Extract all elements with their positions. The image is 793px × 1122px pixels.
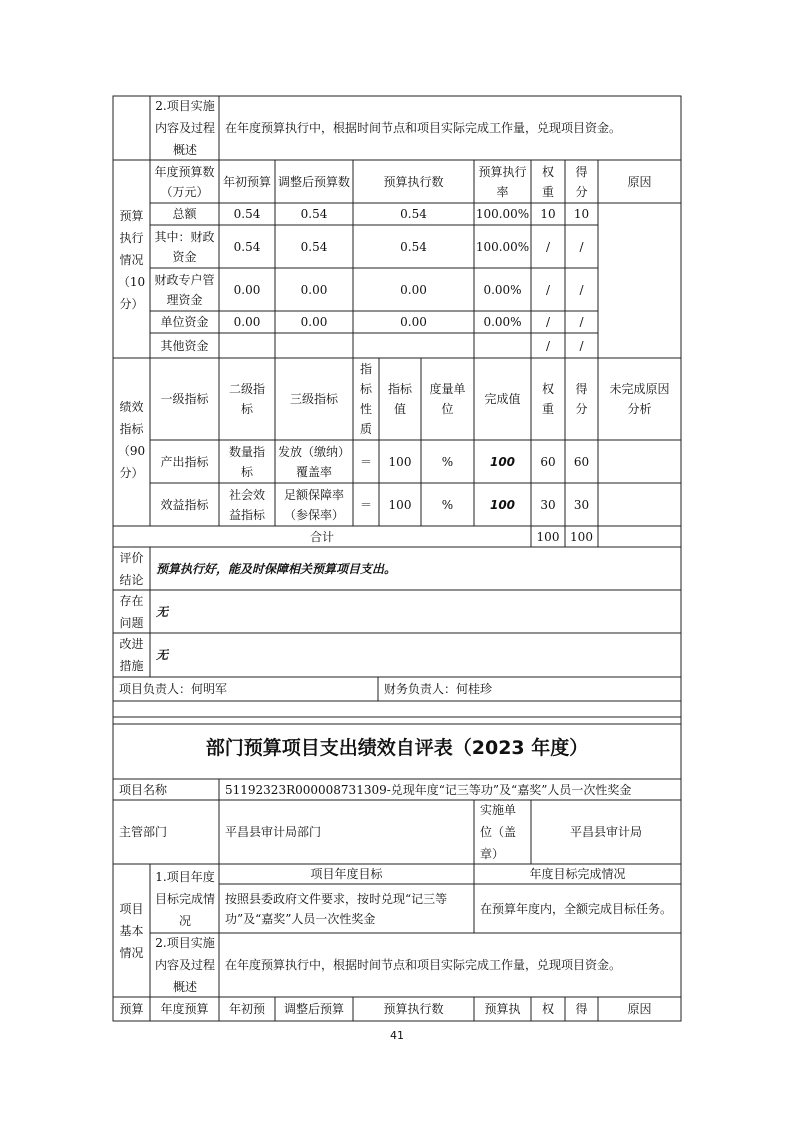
budget-row-score: / (579, 338, 584, 353)
total-label: 合计 (309, 529, 334, 544)
perf-header-done: 完成值 (484, 392, 521, 406)
goal-label: 1.项目年度目标完成情况 (154, 869, 215, 928)
perf-row-value: 100 (388, 454, 412, 469)
perf-row-l3: 发放（缴纳）覆盖率 (277, 444, 350, 479)
impl-text-2: 在年度预算执行中，根据时间节点和项目实际完成工作量，兑现项目资金。 (225, 958, 622, 972)
perf-header-l3: 三级指标 (289, 392, 338, 406)
perf-row-l2: 社会效益指标 (228, 487, 265, 522)
budget-row-name: 其中：财政资金 (154, 229, 215, 264)
budget-row-name: 单位资金 (160, 315, 209, 329)
budget-row-weight: / (545, 282, 551, 297)
perf-row-weight: 60 (540, 454, 556, 469)
conclusion-label: 评价结论 (119, 550, 144, 587)
project-name-label: 项目名称 (119, 782, 168, 797)
perf-row-l1: 效益指标 (160, 497, 209, 512)
impl-unit: 平昌县审计局 (569, 825, 642, 839)
perf-row-value: 100 (388, 497, 412, 512)
impl-label: 2.项目实施内容及过程概述 (154, 99, 215, 157)
budget-row-score: / (579, 239, 584, 254)
budget-row-executed: 0.54 (400, 239, 427, 254)
improve-label: 改进措施 (119, 637, 144, 673)
perf-row-l2: 数量指标 (228, 444, 265, 479)
budget-header-adjusted: 调整后预算数 (277, 174, 350, 189)
conclusion-text: 预算执行好，能及时保障相关预算项目支出。 (156, 561, 397, 576)
budget-row-adjusted: 0.54 (300, 239, 328, 254)
basic-label: 项目基本情况 (119, 901, 144, 960)
page-number: 41 (390, 1029, 404, 1042)
perf-header-reason: 未完成原因分析 (609, 382, 670, 416)
perf-header-weight: 权重 (541, 382, 554, 416)
budget2-header: 得 (575, 1002, 588, 1016)
budget-section-label: 预算执行情况（10分） (117, 209, 146, 311)
budget2-header: 原因 (627, 1002, 652, 1016)
budget-row-name: 其他资金 (160, 338, 209, 353)
budget2-header: 权 (541, 1002, 554, 1016)
goal-text: 按照县委政府文件要求，按时兑现“记三等功”及“嘉奖”人员一次性奖金 (225, 891, 448, 926)
budget-row-adjusted: 0.54 (300, 207, 328, 221)
total-weight: 100 (536, 529, 560, 544)
budget-row-initial: 0.00 (233, 282, 261, 297)
dept-label: 主管部门 (119, 825, 168, 839)
budget-row-adjusted: 0.00 (300, 282, 328, 297)
project-name: 51192323R000008731309-兑现年度“记三等功”及“嘉奖”人员一次性奖金 (225, 782, 632, 797)
problem-label: 存在问题 (119, 593, 144, 630)
finance-leader: 财务负责人：何桂珍 (384, 682, 493, 696)
budget-header-score: 得分 (575, 164, 588, 199)
perf-header-nature: 指标性质 (360, 362, 373, 436)
budget2-header: 年初预 (228, 1002, 265, 1016)
problem-text: 无 (156, 604, 169, 619)
dept: 平昌县审计局部门 (225, 825, 322, 839)
page-title: 部门预算项目支出绩效自评表（2023 年度） (205, 737, 589, 759)
perf-header-value: 指标值 (388, 382, 413, 416)
budget2-header: 预算执 (484, 1002, 521, 1016)
budget-row-weight: / (545, 315, 551, 329)
perf-header-unit: 度量单位 (429, 382, 466, 416)
budget-header-rate: 预算执行率 (478, 164, 527, 199)
perf-row-score: 30 (573, 497, 590, 512)
perf-row-done: 100 (489, 454, 516, 469)
perf-row-l3: 足额保障率（参保率） (283, 487, 344, 522)
budget-row-score: 10 (573, 207, 590, 221)
budget-row-executed: 0.00 (400, 282, 427, 297)
perf-section-label: 绩效指标（90分） (117, 400, 146, 480)
perf-row-nature: ＝ (359, 497, 372, 512)
budget-row-initial: 0.54 (233, 239, 261, 254)
perf-row-weight: 30 (540, 497, 556, 512)
goal-status: 在预算年度内，全额完成目标任务。 (480, 901, 673, 916)
budget-row-score: / (579, 315, 584, 329)
budget-row-score: / (579, 282, 584, 297)
goal-status-header: 年度目标完成情况 (529, 867, 626, 881)
budget-row-executed: 0.00 (400, 315, 427, 329)
total-score: 100 (570, 529, 593, 544)
budget-row-executed: 0.54 (400, 207, 427, 221)
budget-header-reason: 原因 (627, 174, 652, 189)
budget2-header: 年度预算 (160, 1002, 209, 1016)
perf-row-done: 100 (489, 497, 516, 512)
budget-row-weight: / (545, 239, 551, 254)
budget-row-weight: 10 (540, 207, 556, 221)
project-leader: 项目负责人：何明军 (119, 682, 228, 696)
budget-row-rate: 0.00% (483, 315, 522, 329)
budget-header-weight: 权重 (541, 164, 554, 199)
perf-header-l2: 二级指标 (228, 382, 265, 416)
goal-header: 项目年度目标 (310, 867, 383, 881)
impl-text: 在年度预算执行中，根据时间节点和项目实际完成工作量，兑现项目资金。 (225, 121, 622, 135)
perf-row-l1: 产出指标 (160, 454, 209, 469)
perf-header-score: 得分 (575, 382, 588, 416)
perf-row-unit: % (441, 454, 454, 469)
budget-row-initial: 0.54 (233, 207, 261, 221)
budget-row-adjusted: 0.00 (300, 315, 328, 329)
budget-row-name: 总额 (172, 207, 197, 221)
budget-header-initial: 年初预算 (222, 174, 271, 189)
budget-row-initial: 0.00 (233, 315, 261, 329)
budget-row-rate: 100.00% (475, 239, 530, 254)
impl-label-2: 2.项目实施内容及过程概述 (154, 936, 215, 994)
perf-row-nature: ＝ (359, 454, 372, 469)
budget2-header: 预算执行数 (383, 1002, 444, 1016)
budget-header-executed: 预算执行数 (383, 174, 444, 189)
budget-row-rate: 0.00% (483, 282, 522, 297)
impl-unit-label: 实施单位（盖章） (480, 803, 517, 861)
perf-row-unit: % (441, 497, 454, 512)
budget-row-rate: 100.00% (475, 207, 530, 221)
budget2-header: 调整后预算 (283, 1002, 344, 1016)
budget-row-name: 财政专户管理资金 (154, 272, 215, 307)
perf-row-score: 60 (573, 454, 590, 469)
budget-row-weight: / (545, 338, 551, 353)
perf-header-l1: 一级指标 (160, 392, 209, 406)
budget2-header: 预算 (119, 1002, 144, 1016)
budget-header-annual: 年度预算数（万元） (154, 164, 215, 199)
improve-text: 无 (156, 648, 169, 662)
